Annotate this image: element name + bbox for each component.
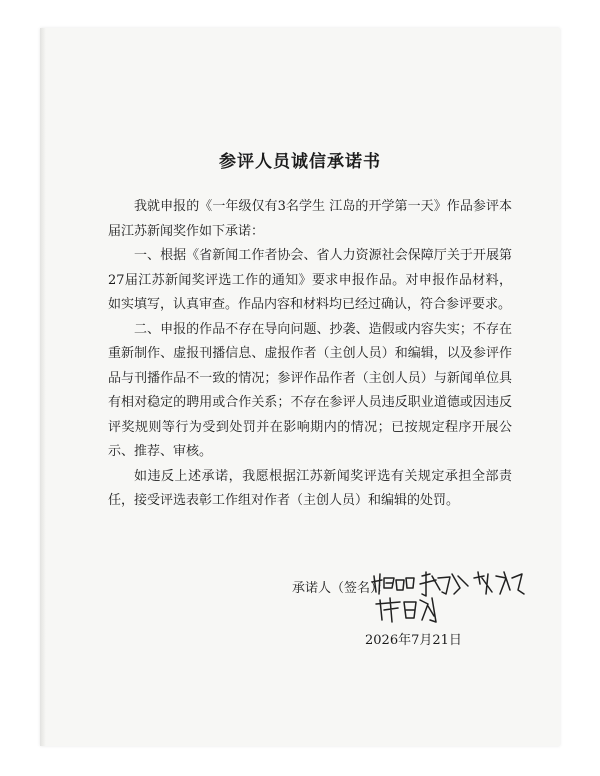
document-body xyxy=(108,195,512,514)
paragraph-commitment-2: 二、申报的作品不存在导向问题、抄袭、造假或内容失实；不存在重新制作、虚报刊播信息、虚报作者（主创人员）和编辑，以及参评作品与刊播作品不一致的情况；参评作品作者（主创人员）与新闻单位具有相对稳定的聘用或合作关系；不存在参评人员违反职业道德或因违反评奖规则等行为受到处罚并在影响期内的情况；已按规定程序开展公示、推荐、审核。 xyxy=(108,321,512,459)
paragraph-intro: 我就申报的《一年级仅有3名学生 江岛的开学第一天》作品参评本届江苏新闻奖作如下承诺： xyxy=(108,199,512,239)
handwritten-signatures xyxy=(370,568,530,624)
page-shadow-edge xyxy=(40,28,46,746)
signer-label: 承诺人（签名）： xyxy=(292,581,390,596)
paragraph-responsibility: 如违反上述承诺，我愿根据江苏新闻奖评选有关规定承担全部责任，接受评选表彰工作组对作者（主创人员）和编辑的处罚。 xyxy=(108,468,512,508)
signing-date: 2026年7月21日 xyxy=(365,633,462,648)
document-title: 参评人员诚信承诺书 xyxy=(219,152,381,172)
paragraph-commitment-1: 一、根据《省新闻工作者协会、省人力资源社会保障厅关于开展第27届江苏新闻奖评选工作的通知》要求申报作品。对申报作品材料，如实填写，认真审查。作品内容和材料均已经过确认，符合参评要求。 xyxy=(108,248,512,312)
